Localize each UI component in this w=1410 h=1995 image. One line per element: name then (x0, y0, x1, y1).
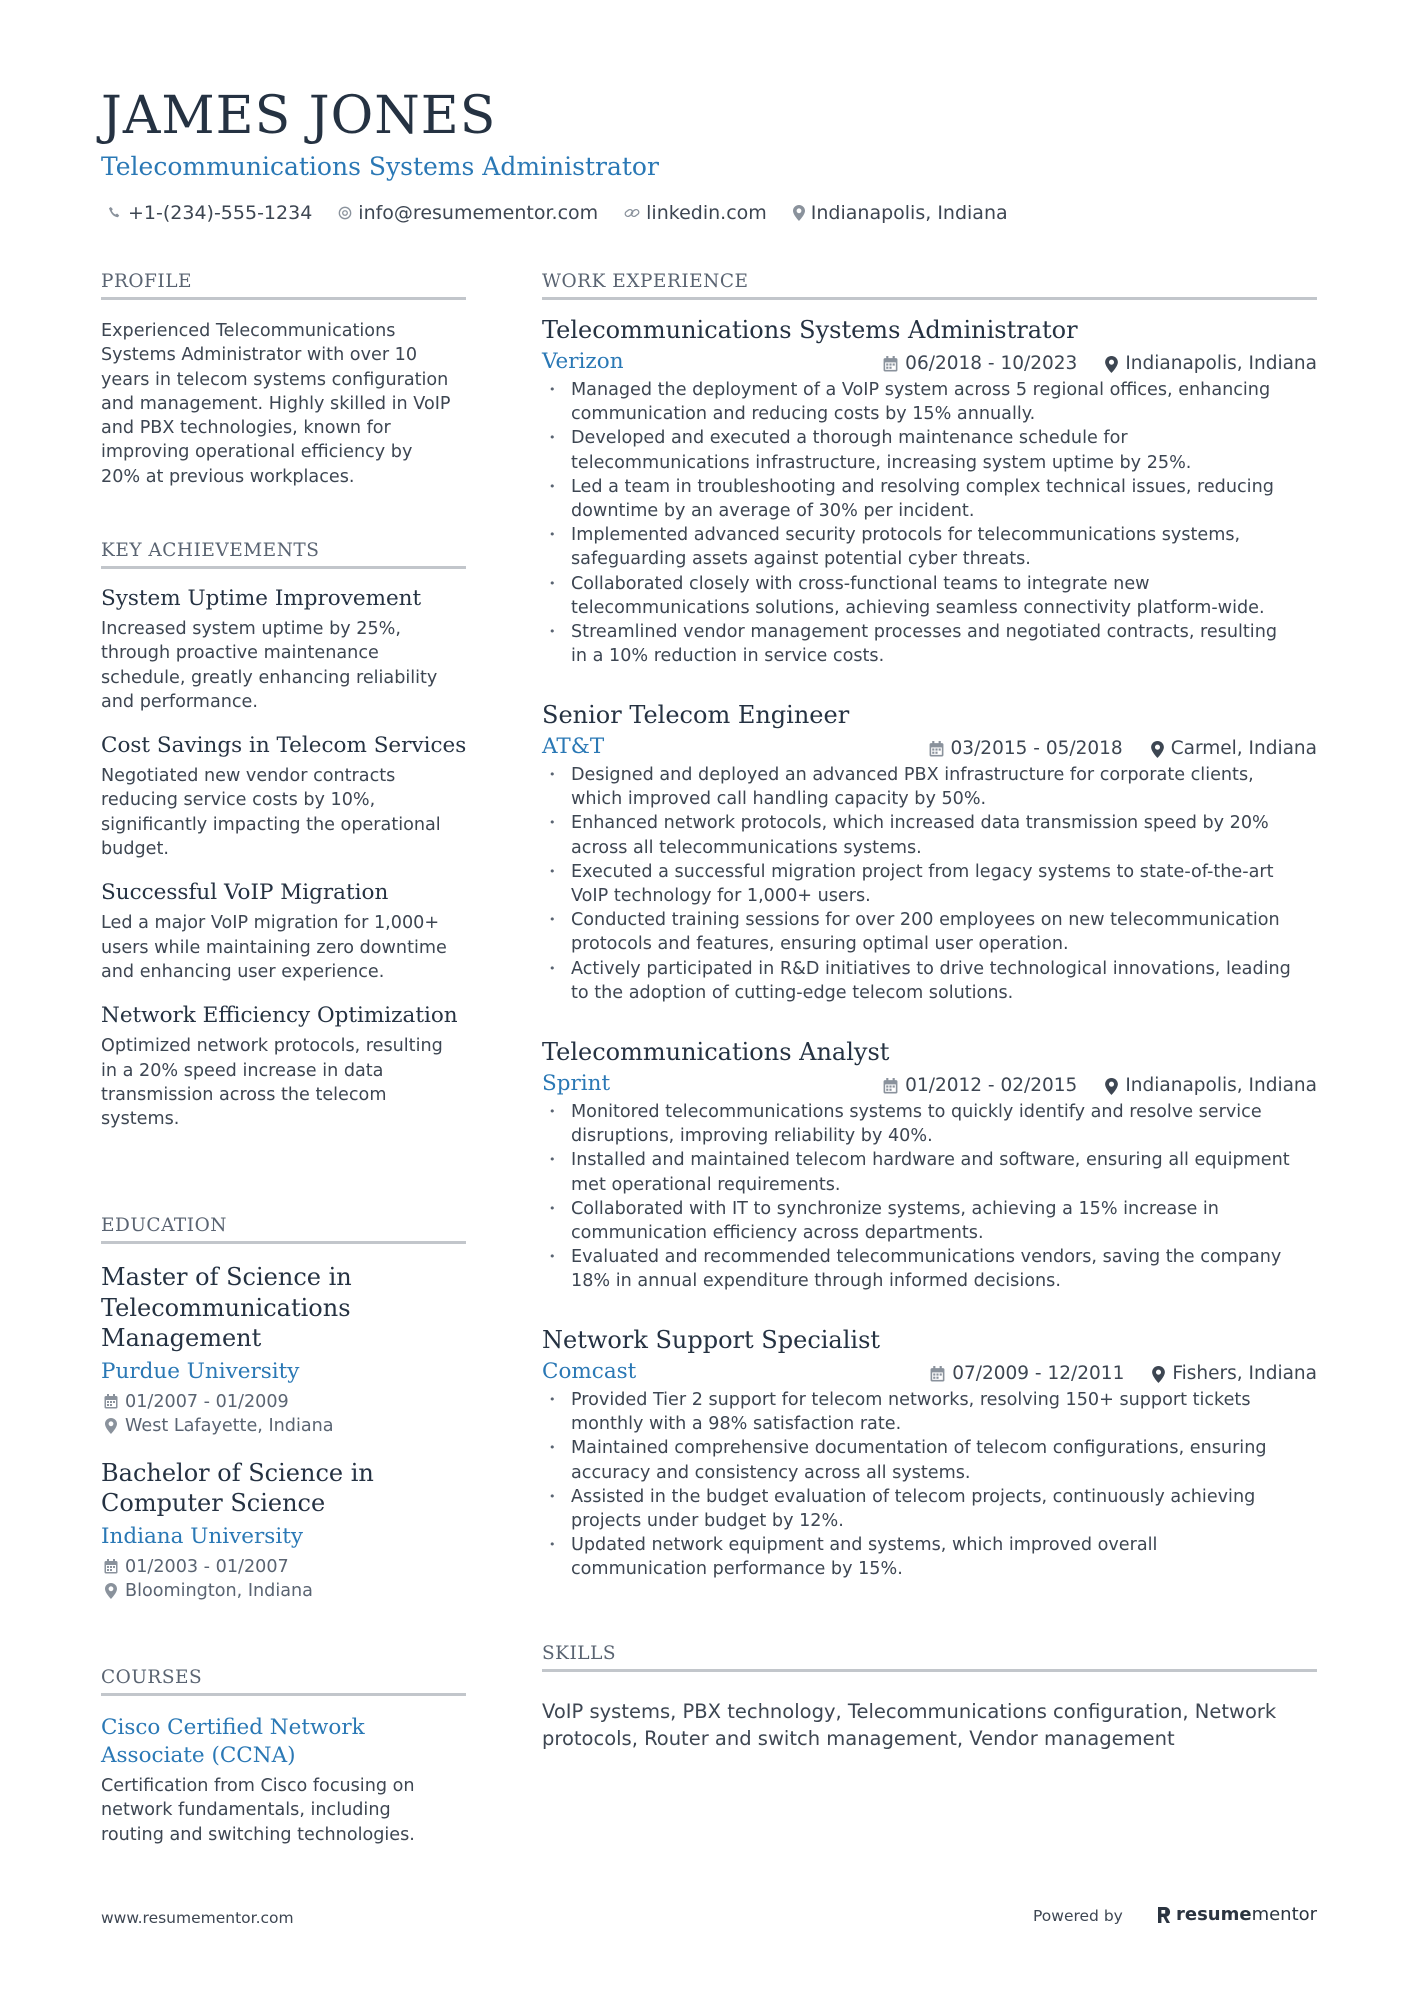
profile-line: improving operational efficiency by (101, 442, 413, 463)
job-entry (542, 699, 1317, 1005)
job-dates (929, 737, 1123, 761)
achievement-line: Increased system uptime by 25%, (101, 619, 401, 639)
map-pin-icon (105, 1418, 117, 1434)
company-name: Sprint (542, 1071, 611, 1096)
achievement-line: Optimized network protocols, resulting (101, 1036, 443, 1057)
calendar-icon (104, 1559, 118, 1574)
achievement-line: budget. (101, 839, 169, 860)
degree-line: Master of Science in (101, 1263, 352, 1291)
bullet-item: • Led a team in troubleshooting and resolving complex technical issues, reducing downtime by an average of 30% per incident. (542, 475, 1317, 523)
location-text: Indianapolis, Indiana (1125, 353, 1317, 374)
bullet-item: • Updated network equipment and systems, which improved overall communication performance by 15%. (542, 1533, 1317, 1581)
job-meta (883, 352, 1317, 376)
bullet-item: • Provided Tier 2 support for telecom networks, resolving 150+ support tickets monthly with a 98% satisfaction rate. (542, 1388, 1317, 1436)
dates-text: 01/2003 - 01/2007 (125, 1556, 289, 1577)
job-row (542, 1356, 1317, 1388)
brand-logo[interactable] (1156, 1903, 1317, 1927)
calendar-icon (883, 356, 898, 372)
contact-email[interactable] (338, 201, 598, 225)
dates-text: 07/2009 - 12/2011 (952, 1363, 1125, 1384)
linkedin-text: linkedin.com (646, 202, 767, 224)
achievement-line: reducing service costs by 10%, (101, 790, 376, 811)
course-line: network fundamentals, including (101, 1800, 391, 1821)
degree-title (101, 1262, 466, 1354)
company-name: Comcast (542, 1359, 637, 1384)
job-title: Telecommunications Systems Administrator (542, 316, 1078, 344)
school-name: Purdue University (101, 1358, 300, 1384)
job-location (1152, 1362, 1317, 1386)
profile-line: Experienced Telecommunications (101, 321, 396, 341)
calendar-icon (883, 1078, 898, 1094)
achievement-item (101, 732, 466, 861)
achievement-line: through proactive maintenance (101, 643, 379, 664)
job-dates (883, 1074, 1077, 1098)
achievement-item (101, 1002, 466, 1131)
calendar-icon (929, 741, 944, 757)
calendar-icon (930, 1366, 945, 1382)
job-row (542, 1068, 1317, 1100)
degree-title (101, 1458, 466, 1519)
job-bullets (542, 1388, 1317, 1582)
bullet-item: • Installed and maintained telecom hardware and software, ensuring all equipment met operational requirements. (542, 1148, 1317, 1196)
location-text: West Lafayette, Indiana (125, 1415, 334, 1436)
school-name: Indiana University (101, 1523, 303, 1549)
job-location (1105, 352, 1317, 376)
contact-phone[interactable] (108, 201, 312, 225)
bullet-item: • Collaborated with IT to synchronize systems, achieving a 15% increase in communication efficiency across departments. (542, 1197, 1317, 1245)
achievement-line: transmission across the telecom (101, 1084, 387, 1105)
job-meta (930, 1362, 1317, 1386)
achievements-heading: KEY ACHIEVEMENTS (101, 539, 466, 569)
job-title: Network Support Specialist (542, 1326, 881, 1354)
education-item (101, 1262, 466, 1438)
contact-linkedin[interactable] (624, 201, 767, 225)
experience-section (542, 270, 1317, 1580)
location-text: Carmel, Indiana (1170, 738, 1317, 759)
location-text: Indianapolis, Indiana (1125, 1075, 1317, 1096)
resumementor-logo-icon (1156, 1905, 1172, 1925)
brand-thin: mentor (1251, 1904, 1318, 1925)
degree-line: Management (101, 1324, 262, 1352)
job-bullets (542, 763, 1317, 1005)
skills-section (542, 1642, 1317, 1752)
location-text: Bloomington, Indiana (125, 1580, 313, 1601)
profile-text (101, 319, 466, 489)
job-location (1105, 1074, 1317, 1098)
dates-text: 03/2015 - 05/2018 (950, 738, 1123, 759)
achievement-description (101, 911, 466, 984)
location-text: Fishers, Indiana (1172, 1363, 1317, 1384)
email-text: info@resumementor.com (358, 202, 599, 224)
bullet-item: • Streamlined vendor management processes and negotiated contracts, resulting in a 10% reduction in service costs. (542, 620, 1317, 668)
map-pin-icon (105, 1583, 117, 1599)
job-meta (929, 737, 1317, 761)
bullet-item: • Maintained comprehensive documentation of telecom configurations, ensuring accuracy and consistency across all systems. (542, 1436, 1317, 1484)
courses-heading: COURSES (101, 1666, 466, 1696)
profile-line: and management. Highly skilled in VoIP (101, 393, 451, 414)
skills-line: protocols, Router and switch management, Vendor management (542, 1727, 1175, 1750)
achievement-description (101, 617, 466, 714)
achievement-item (101, 585, 466, 714)
phone-icon (108, 206, 122, 220)
bullet-item: • Designed and deployed an advanced PBX infrastructure for corporate clients, which improved call handling capacity by 50%. (542, 763, 1317, 811)
contact-location (793, 201, 1008, 225)
skills-text (542, 1698, 1317, 1752)
job-entry (542, 314, 1317, 668)
education-dates (101, 1390, 466, 1414)
achievement-description (101, 1034, 466, 1131)
experience-heading: WORK EXPERIENCE (542, 270, 1317, 300)
bullet-item: • Developed and executed a thorough maintenance schedule for telecommunications infrastructure, increasing system uptime by 25%. (542, 426, 1317, 474)
dates-text: 01/2012 - 02/2015 (905, 1075, 1078, 1096)
dates-text: 01/2007 - 01/2009 (125, 1391, 289, 1412)
calendar-icon (104, 1394, 118, 1409)
achievement-line: in a 20% speed increase in data (101, 1060, 384, 1081)
profile-line: Systems Administrator with over 10 (101, 345, 418, 366)
map-pin-icon (1151, 741, 1164, 758)
job-bullets (542, 378, 1317, 668)
candidate-title: Telecommunications Systems Administrator (101, 152, 659, 181)
job-row (542, 346, 1317, 378)
profile-section (101, 270, 466, 489)
footer-url[interactable]: www.resumementor.com (101, 1909, 294, 1927)
skills-line: VoIP systems, PBX technology, Telecommunications configuration, Network (542, 1700, 1277, 1723)
at-icon (338, 206, 352, 220)
achievement-title: Network Efficiency Optimization (101, 1003, 458, 1029)
bullet-item: • Managed the deployment of a VoIP system across 5 regional offices, enhancing communication and reducing costs by 15% annually. (542, 378, 1317, 426)
achievement-line: and enhancing user experience. (101, 961, 385, 982)
achievement-line: systems. (101, 1109, 180, 1130)
course-title-line: Associate (CCNA) (101, 1743, 296, 1768)
achievements-section (101, 539, 466, 1131)
job-entry (542, 1036, 1317, 1294)
company-name: AT&T (542, 734, 605, 759)
phone-text: +1-(234)-555-1234 (128, 202, 313, 224)
achievement-line: significantly impacting the operational (101, 814, 441, 835)
course-item (101, 1714, 466, 1847)
link-icon (624, 206, 640, 220)
education-location (101, 1579, 466, 1603)
course-title-line: Cisco Certified Network (101, 1715, 365, 1740)
achievement-line: Negotiated new vendor contracts (101, 766, 396, 787)
education-heading: EDUCATION (101, 1214, 466, 1244)
achievement-item (101, 879, 466, 984)
job-title: Senior Telecom Engineer (542, 701, 850, 729)
candidate-name: JAMES JONES (101, 86, 497, 146)
dates-text: 06/2018 - 10/2023 (905, 353, 1078, 374)
profile-heading: PROFILE (101, 270, 466, 300)
profile-line: 20% at previous workplaces. (101, 466, 355, 487)
bullet-item: • Executed a successful migration project from legacy systems to state-of-the-art VoIP technology for 1,000+ users. (542, 860, 1317, 908)
achievement-line: schedule, greatly enhancing reliability (101, 667, 438, 688)
map-pin-icon (1105, 356, 1118, 373)
job-dates (883, 352, 1077, 376)
bullet-item: • Implemented advanced security protocols for telecommunications systems, safeguarding assets against potential cyber threats. (542, 523, 1317, 571)
education-section (101, 1214, 466, 1603)
map-pin-icon (793, 205, 805, 221)
bullet-item: • Evaluated and recommended telecommunications vendors, saving the company 18% in annual expenditure through informed decisions. (542, 1245, 1317, 1293)
job-meta (883, 1074, 1317, 1098)
job-row (542, 731, 1317, 763)
skills-heading: SKILLS (542, 1642, 1317, 1672)
job-bullets (542, 1100, 1317, 1294)
job-title: Telecommunications Analyst (542, 1038, 890, 1066)
course-description (101, 1774, 466, 1847)
bullet-item: • Assisted in the budget evaluation of telecom projects, continuously achieving projects under budget by 12%. (542, 1485, 1317, 1533)
job-entry (542, 1324, 1317, 1582)
profile-line: and PBX technologies, known for (101, 418, 391, 439)
profile-line: years in telecom systems configuration (101, 369, 449, 390)
achievement-description (101, 764, 466, 861)
education-location (101, 1414, 466, 1438)
achievement-title: Cost Savings in Telecom Services (101, 733, 467, 759)
degree-line: Telecommunications (101, 1293, 351, 1322)
achievement-line: users while maintaining zero downtime (101, 937, 447, 958)
job-dates (930, 1362, 1124, 1386)
achievement-title: System Uptime Improvement (101, 586, 422, 611)
job-location (1151, 737, 1317, 761)
education-dates (101, 1555, 466, 1579)
map-pin-icon (1152, 1366, 1165, 1383)
course-line: Certification from Cisco focusing on (101, 1776, 415, 1796)
location-text: Indianapolis, Indiana (810, 202, 1008, 224)
company-name: Verizon (542, 349, 624, 374)
map-pin-icon (1105, 1078, 1118, 1095)
bullet-item: • Collaborated closely with cross-functional teams to integrate new telecommunications solutions, achieving seamless connectivity platform-wide. (542, 572, 1317, 620)
bullet-item: • Enhanced network protocols, which increased data transmission speed by 20% across all telecommunications systems. (542, 811, 1317, 859)
education-item (101, 1458, 466, 1603)
courses-section (101, 1666, 466, 1847)
bullet-item: • Conducted training sessions for over 200 employees on new telecommunication protocols and features, ensuring optimal user operation. (542, 908, 1317, 956)
degree-line: Computer Science (101, 1489, 326, 1517)
degree-line: Bachelor of Science in (101, 1458, 374, 1487)
contact-bar (108, 201, 1034, 225)
bullet-item: • Actively participated in R&D initiatives to drive technological innovations, leading to the adoption of cutting-edge telecom solutions. (542, 957, 1317, 1005)
achievement-line: and performance. (101, 691, 258, 712)
course-title (101, 1714, 466, 1770)
bullet-item: • Monitored telecommunications systems to quickly identify and resolve service disruptions, improving reliability by 40%. (542, 1100, 1317, 1148)
achievement-line: Led a major VoIP migration for 1,000+ (101, 913, 440, 934)
powered-by-label: Powered by (1033, 1907, 1123, 1925)
brand-bold: resume (1176, 1904, 1252, 1925)
course-line: routing and switching technologies. (101, 1824, 415, 1845)
achievement-title: Successful VoIP Migration (101, 880, 389, 906)
